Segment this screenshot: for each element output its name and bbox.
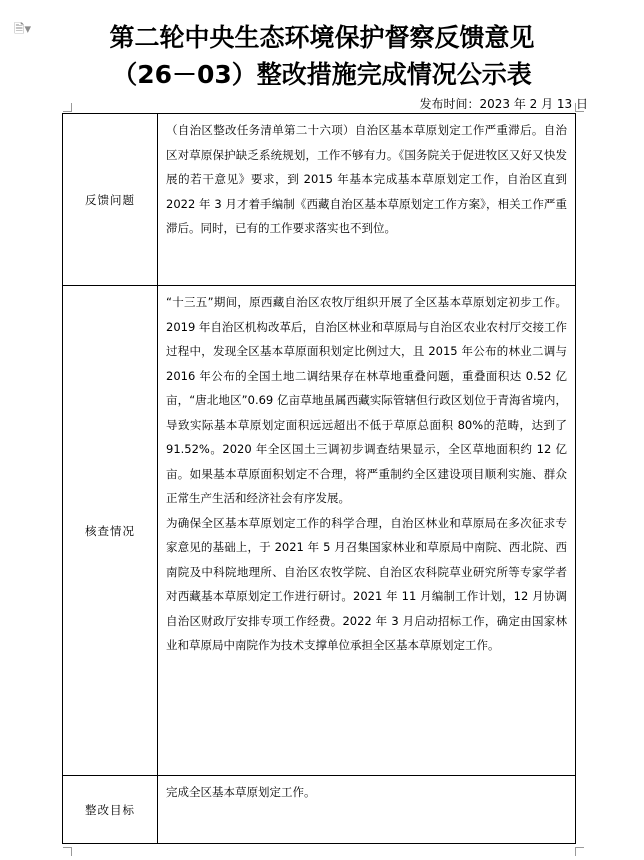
feedback-issue-content <box>158 114 576 286</box>
publish-date: 发布时间：2023 年 2 月 13 日 <box>419 97 588 111</box>
crop-mark <box>63 103 72 112</box>
target-content <box>158 776 576 844</box>
table-row <box>63 286 576 776</box>
paragraph: （自治区整改任务清单第二十六项）自治区基本草原划定工作严重滞后。自治区对草原保护缺乏系统规划，工作不够有力。《国务院关于促进牧区又好又快发展的若干意见》要求，到 2015 年基本完成基本草原划定工作，自治区直到 2022 年 3 月才着手编制《西藏自治区基本草原划定工作方案》，相关工作严重滞后。同时，已有的工作要求落实也不到位。 <box>166 123 567 235</box>
document-icon[interactable]: 🗎▾ <box>14 22 31 37</box>
verification-content <box>158 286 576 776</box>
row-label-verification: 核查情况 <box>63 286 158 776</box>
crop-mark <box>575 103 584 112</box>
paragraph: “十三五”期间，原西藏自治区农牧厅组织开展了全区基本草原划定初步工作。2019 年自治区机构改革后，自治区林业和草原局与自治区农业农村厅交接工作过程中，发现全区基本草原面积划定比例过大，且 2015 年公布的林业二调与 2016 年公布的全国土地二调结果存在林草地重叠问题，重叠面积达 0.52 亿亩，“唐北地区”0.69 亿亩草地虽属西藏实际管辖但行政区划位于青海省境内，导致实际基本草原划定面积远远超出不低于草原总面积 80%的范畴，达到了 91.52%。2020 年全区国土三调初步调查结果显示，全区草地面积约 12 亿亩。如果基本草原面积划定不合理，将严重制约全区建设项目顺利实施、群众正常生产生活和经济社会有序发展。 <box>166 295 567 505</box>
rectification-table <box>62 113 576 844</box>
crop-mark <box>575 847 584 856</box>
table-row <box>63 114 576 286</box>
paragraph: 完成全区基本草原划定工作。 <box>166 785 316 799</box>
table-row <box>63 776 576 844</box>
paragraph: 为确保全区基本草原划定工作的科学合理，自治区林业和草原局在多次征求专家意见的基础上，于 2021 年 5 月召集国家林业和草原局中南院、西北院、西南院及中科院地理所、自治区农牧学院、自治区农科院草业研究所等专家学者对西藏基本草原划定工作进行研讨。2021 年 11 月编制工作计划，12 月协调自治区财政厅安排专项工作经费。2022 年 3 月启动招标工作，确定由国家林业和草原局中南院作为技术支撑单位承担全区基本草原划定工作。 <box>166 515 567 652</box>
page-title-line1: 第二轮中央生态环境保护督察反馈意见 <box>109 23 535 52</box>
row-label-feedback-issue: 反馈问题 <box>63 114 158 286</box>
row-label-target: 整改目标 <box>63 776 158 844</box>
page-title-line2: （26－03）整改措施完成情况公示表 <box>112 60 532 89</box>
crop-mark <box>63 847 72 856</box>
